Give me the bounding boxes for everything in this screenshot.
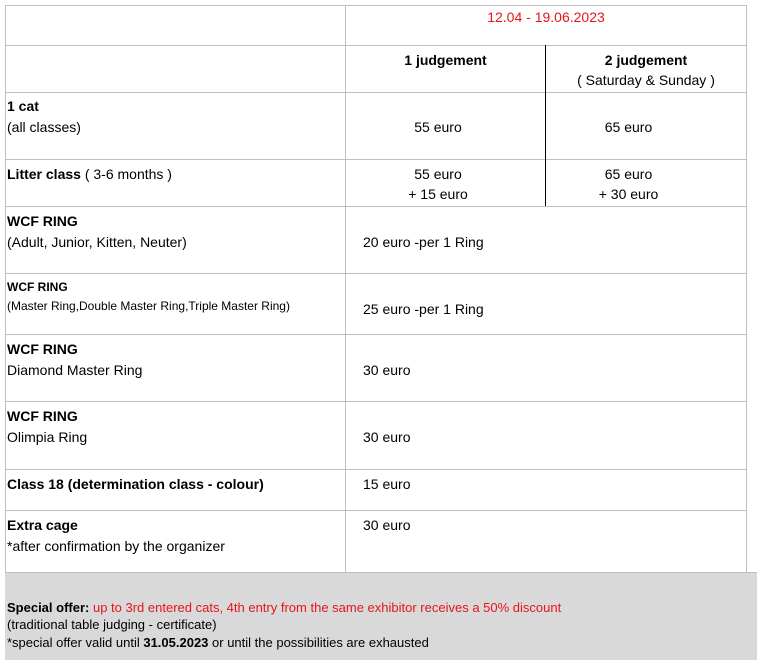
price-wcf-ring-diamond: 30 euro [363, 362, 411, 378]
grid-line [345, 5, 346, 573]
grid-line [746, 5, 747, 573]
grid-line [5, 5, 6, 573]
price-wcf-ring-olimpia: 30 euro [363, 429, 411, 445]
grid-line [5, 5, 747, 6]
row-sub-wcf-ring-general: (Adult, Junior, Kitten, Neuter) [7, 234, 187, 250]
price-litter-col1b: + 15 euro [408, 186, 468, 202]
grid-line [5, 334, 747, 335]
price-extra-cage: 30 euro [363, 517, 411, 533]
price-litter-col2a: 65 euro [604, 166, 653, 182]
row-sub-wcf-ring-olimpia: Olimpia Ring [7, 429, 88, 445]
grid-line [5, 159, 747, 160]
grid-line [5, 45, 747, 46]
price-1-cat-col1: 55 euro [414, 119, 462, 135]
row-sub-wcf-ring-master: (Master Ring,Double Master Ring,Triple Master Ring) [7, 299, 290, 313]
col1-header: 1 judgement [404, 52, 487, 68]
col2-subheader: ( Saturday & Sunday ) [577, 72, 715, 88]
grid-line [5, 206, 747, 207]
row-title-wcf-ring-master: WCF RING [7, 280, 68, 294]
price-wcf-ring-general: 20 euro -per 1 Ring [363, 234, 484, 250]
row-title-wcf-ring-diamond: WCF RING [7, 341, 78, 357]
row-title-wcf-ring-olimpia: WCF RING [7, 408, 78, 424]
special-offer-note1: (traditional table judging - certificate) [7, 617, 217, 632]
grid-line [5, 273, 747, 274]
price-1-cat-col2: 65 euro [604, 119, 653, 135]
col2-header: 2 judgement [604, 52, 688, 68]
row-title-extra-cage: Extra cage [7, 517, 78, 533]
grid-line [5, 510, 747, 511]
price-class-18: 15 euro [363, 476, 411, 492]
row-title-litter: Litter class ( 3-6 months ) [7, 166, 172, 182]
grid-line [5, 401, 747, 402]
price-litter-col2b: + 30 euro [598, 186, 659, 202]
price-wcf-ring-master: 25 euro -per 1 Ring [363, 301, 484, 317]
special-offer-note2: *special offer valid until 31.05.2023 or until the possibilities are exhausted [7, 635, 429, 650]
row-title-1-cat: 1 cat [7, 98, 39, 114]
grid-line [5, 92, 747, 93]
price-litter-col1a: 55 euro [414, 166, 462, 182]
special-offer-line: Special offer: up to 3rd entered cats, 4th entry from the same exhibitor receives a 50% discount [7, 600, 562, 615]
row-title-class-18: Class 18 (determination class - colour) [7, 476, 264, 492]
date-range: 12.04 - 19.06.2023 [487, 9, 605, 25]
row-sub-extra-cage: *after confirmation by the organizer [7, 538, 225, 554]
row-sub-1-cat: (all classes) [7, 119, 81, 135]
row-sub-wcf-ring-diamond: Diamond Master Ring [7, 362, 143, 378]
grid-line [5, 469, 747, 470]
row-title-wcf-ring-general: WCF RING [7, 213, 78, 229]
